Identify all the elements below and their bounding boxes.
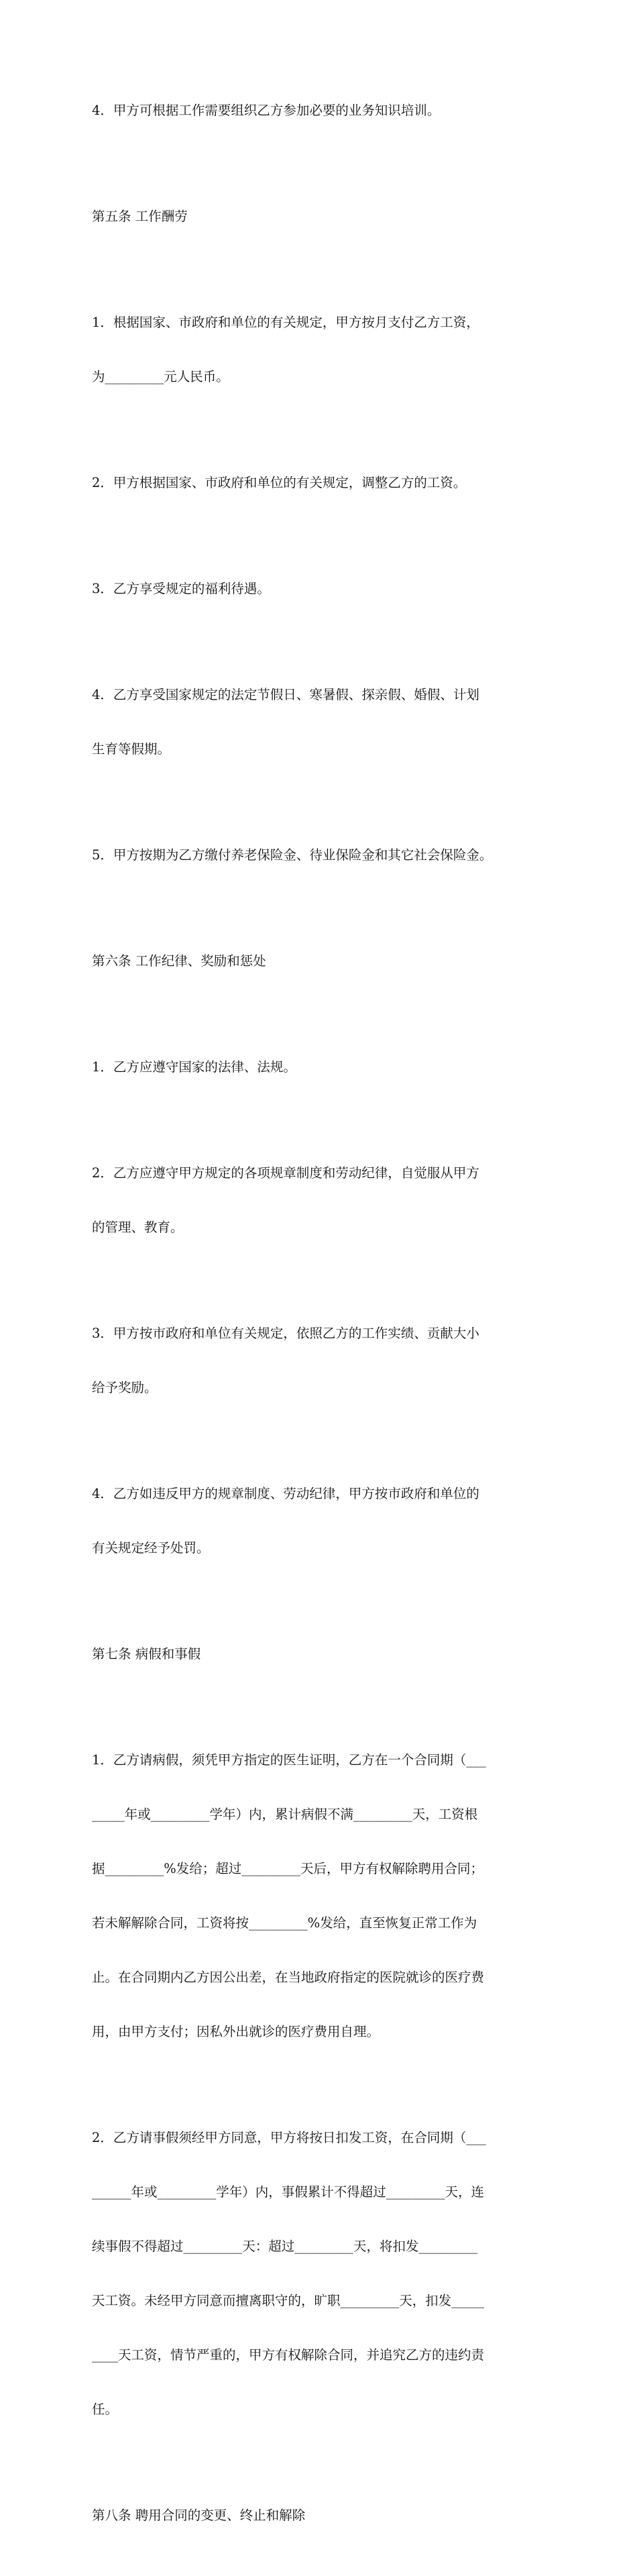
discipline-clause (92, 1128, 548, 1273)
text-line: 4．甲方可根据工作需要组织乙方参加必要的业务知识培训。 (92, 103, 441, 118)
article-8-heading (92, 2470, 548, 2561)
text-line: 天工资。未经甲方同意而擅离职守的，旷职_________天，扣发_____ (92, 2293, 485, 2308)
text-line: 第七条 病假和事假 (92, 1646, 201, 1662)
text-line: 为_________元人民币。 (92, 369, 229, 384)
text-line: 1．乙方请病假，须凭甲方指定的医生证明，乙方在一个合同期（___ (92, 1752, 486, 1768)
text-line: 2．乙方应遵守甲方规定的各项规章制度和劳动纪律，自觉服从甲方 (92, 1165, 479, 1181)
personal-leave-clause (92, 2092, 548, 2455)
text-line: 续事假不得超过_________天：超过_________天，将扣发_________ (92, 2239, 478, 2254)
text-line: 3．乙方享受规定的福利待遇。 (92, 581, 270, 596)
text-line: 5．甲方按期为乙方缴付养老保险金、待业保险金和其它社会保险金。 (92, 847, 493, 863)
text-line: 的管理、教育。 (92, 1220, 184, 1235)
insurance-clause (92, 810, 548, 900)
text-line: 1．乙方应遵守国家的法律、法规。 (92, 1059, 296, 1075)
text-line: 第八条 聘用合同的变更、终止和解除 (92, 2508, 306, 2523)
welfare-clause (92, 543, 548, 634)
reward-clause (92, 1288, 548, 1433)
text-line: 2．甲方根据国家、市政府和单位的有关规定，调整乙方的工资。 (92, 475, 467, 490)
text-line: 4．乙方如违反甲方的规章制度、劳动纪律，甲方按市政府和单位的 (92, 1486, 479, 1501)
law-compliance-clause (92, 1022, 548, 1112)
text-line: 4．乙方享受国家规定的法定节假日、寒暑假、探亲假、婚假、计划 (92, 687, 479, 702)
document-page (92, 65, 548, 2576)
text-line: 第五条 工作酬劳 (92, 209, 188, 224)
text-line: 止。在合同期内乙方因公出差，在当地政府指定的医院就诊的医疗费 (92, 1970, 485, 1985)
text-line: ______年或_________学年）内，事假累计不得超过_________天，连 (92, 2184, 485, 2200)
text-line: 1．根据国家、市政府和单位的有关规定，甲方按月支付乙方工资， (92, 315, 479, 330)
text-line: 有关规定经予处罚。 (92, 1540, 210, 1556)
text-line: 若未解解除合同，工资将按_________%发给，直至恢复正常工作为 (92, 1915, 477, 1931)
sick-leave-clause (92, 1715, 548, 2077)
article-6-heading (92, 916, 548, 1006)
text-line: 给予奖励。 (92, 1380, 158, 1395)
text-line: 生育等假期。 (92, 741, 171, 757)
text-line: 用，由甲方支付；因私外出就诊的医疗费用自理。 (92, 2024, 380, 2039)
training-clause (92, 65, 548, 156)
article-7-heading (92, 1609, 548, 1699)
salary-clause (92, 277, 548, 422)
text-line: 2．乙方请事假须经甲方同意，甲方将按日扣发工资，在合同期（___ (92, 2130, 486, 2145)
text-line: 第六条 工作纪律、奖励和惩处 (92, 953, 266, 969)
text-line: 据_________%发给；超过_________天后，甲方有权解除聘用合同； (92, 1861, 484, 1876)
text-line: 3．甲方按市政府和单位有关规定，依照乙方的工作实绩、贡献大小 (92, 1326, 479, 1341)
text-line: ____天工资，情节严重的，甲方有权解除合同，并追究乙方的违约责 (92, 2347, 485, 2363)
text-line: 任。 (92, 2402, 119, 2417)
penalty-clause (92, 1448, 548, 1593)
article-5-heading (92, 171, 548, 262)
holiday-clause (92, 649, 548, 794)
text-line: _____年或_________学年）内，累计病假不满_________天，工资根 (92, 1807, 478, 1822)
salary-adjustment-clause (92, 437, 548, 528)
